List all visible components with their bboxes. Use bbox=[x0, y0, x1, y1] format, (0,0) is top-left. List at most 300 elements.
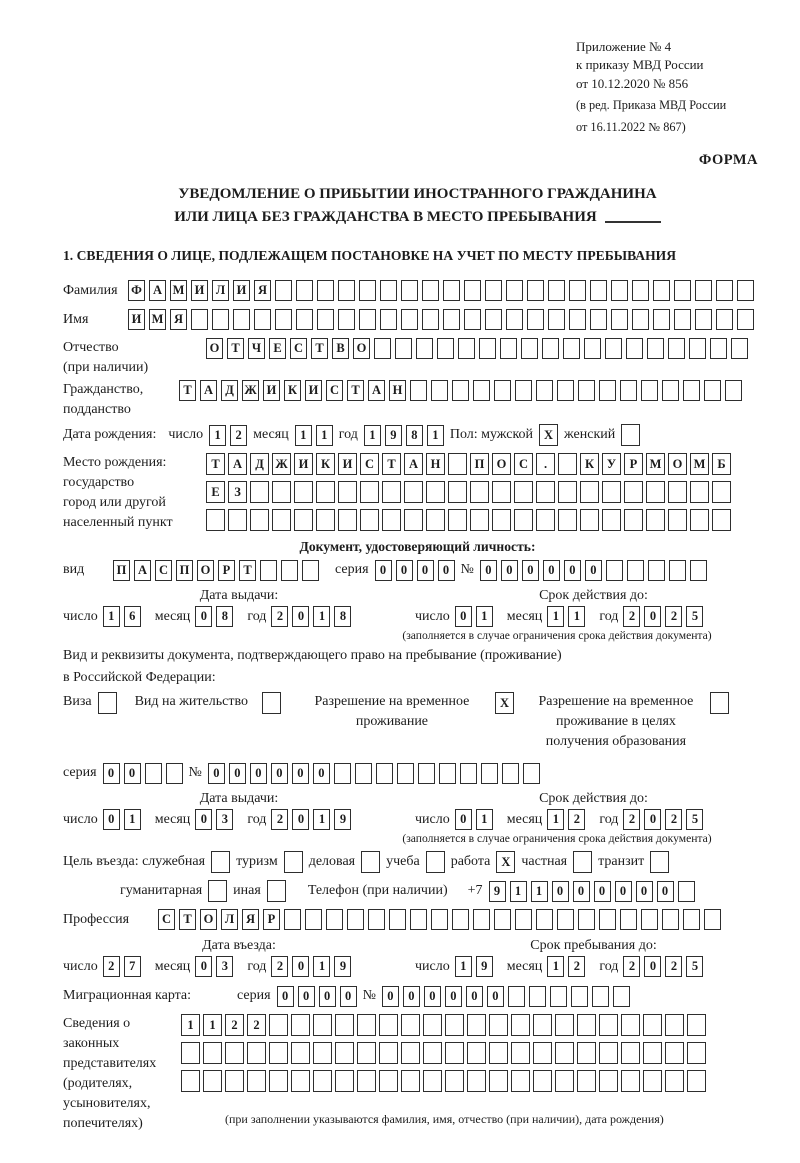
char-cell[interactable]: И bbox=[233, 280, 250, 301]
char-cell[interactable]: У bbox=[602, 453, 621, 475]
char-cell[interactable] bbox=[338, 280, 355, 301]
char-cell[interactable] bbox=[275, 280, 292, 301]
char-cell[interactable]: 8 bbox=[216, 606, 233, 627]
char-cell[interactable]: 2 bbox=[230, 425, 247, 446]
char-cell[interactable] bbox=[361, 851, 380, 873]
char-cell[interactable] bbox=[376, 763, 393, 784]
char-cell[interactable] bbox=[643, 1070, 662, 1092]
char-cell[interactable] bbox=[479, 338, 496, 359]
firstname-input[interactable] bbox=[128, 309, 754, 330]
char-cell[interactable] bbox=[272, 481, 291, 503]
char-cell[interactable] bbox=[647, 338, 664, 359]
char-cell[interactable] bbox=[621, 1014, 640, 1036]
char-cell[interactable] bbox=[464, 280, 481, 301]
char-cell[interactable] bbox=[514, 481, 533, 503]
char-cell[interactable] bbox=[590, 309, 607, 330]
char-cell[interactable] bbox=[275, 309, 292, 330]
char-cell[interactable] bbox=[489, 1014, 508, 1036]
char-cell[interactable] bbox=[423, 1042, 442, 1064]
char-cell[interactable] bbox=[527, 280, 544, 301]
char-cell[interactable] bbox=[360, 509, 379, 531]
char-cell[interactable] bbox=[500, 338, 517, 359]
char-cell[interactable] bbox=[379, 1070, 398, 1092]
char-cell[interactable] bbox=[548, 280, 565, 301]
char-cell[interactable] bbox=[422, 309, 439, 330]
char-cell[interactable]: 8 bbox=[406, 425, 423, 446]
char-cell[interactable] bbox=[404, 481, 423, 503]
char-cell[interactable] bbox=[357, 1014, 376, 1036]
purpose-transit-checkbox[interactable] bbox=[650, 851, 669, 873]
char-cell[interactable] bbox=[569, 280, 586, 301]
char-cell[interactable]: 0 bbox=[644, 956, 661, 977]
char-cell[interactable]: С bbox=[290, 338, 307, 359]
char-cell[interactable] bbox=[316, 481, 335, 503]
char-cell[interactable] bbox=[401, 1014, 420, 1036]
char-cell[interactable] bbox=[712, 509, 731, 531]
char-cell[interactable]: 9 bbox=[334, 809, 351, 830]
char-cell[interactable]: 9 bbox=[385, 425, 402, 446]
char-cell[interactable]: 0 bbox=[103, 763, 120, 784]
char-cell[interactable] bbox=[577, 1070, 596, 1092]
char-cell[interactable] bbox=[602, 481, 621, 503]
surname-input[interactable] bbox=[128, 280, 754, 301]
char-cell[interactable] bbox=[569, 309, 586, 330]
char-cell[interactable] bbox=[621, 424, 640, 446]
char-cell[interactable] bbox=[426, 481, 445, 503]
char-cell[interactable] bbox=[578, 909, 595, 930]
char-cell[interactable] bbox=[191, 309, 208, 330]
doc-number-input[interactable] bbox=[480, 560, 707, 581]
char-cell[interactable]: Ф bbox=[128, 280, 145, 301]
char-cell[interactable] bbox=[584, 338, 601, 359]
char-cell[interactable] bbox=[494, 380, 511, 401]
char-cell[interactable]: 5 bbox=[686, 956, 703, 977]
birth-day-input[interactable] bbox=[209, 425, 247, 446]
char-cell[interactable] bbox=[360, 481, 379, 503]
char-cell[interactable]: М bbox=[170, 280, 187, 301]
char-cell[interactable] bbox=[313, 1070, 332, 1092]
char-cell[interactable] bbox=[445, 1070, 464, 1092]
doc-kind-input[interactable] bbox=[113, 560, 319, 581]
char-cell[interactable] bbox=[485, 280, 502, 301]
char-cell[interactable] bbox=[558, 481, 577, 503]
representatives-line1-input[interactable] bbox=[181, 1014, 706, 1036]
char-cell[interactable]: А bbox=[228, 453, 247, 475]
patronymic-input[interactable] bbox=[206, 338, 748, 359]
char-cell[interactable] bbox=[467, 1014, 486, 1036]
char-cell[interactable] bbox=[502, 763, 519, 784]
char-cell[interactable] bbox=[380, 309, 397, 330]
char-cell[interactable] bbox=[599, 380, 616, 401]
char-cell[interactable]: 0 bbox=[292, 809, 309, 830]
char-cell[interactable]: . bbox=[536, 453, 555, 475]
char-cell[interactable] bbox=[448, 509, 467, 531]
char-cell[interactable]: Т bbox=[179, 909, 196, 930]
residence-permit-checkbox[interactable] bbox=[262, 692, 281, 714]
char-cell[interactable] bbox=[426, 851, 445, 873]
char-cell[interactable] bbox=[181, 1070, 200, 1092]
char-cell[interactable] bbox=[641, 380, 658, 401]
identity-issue-day-input[interactable] bbox=[103, 606, 141, 627]
char-cell[interactable]: 0 bbox=[292, 606, 309, 627]
char-cell[interactable]: 2 bbox=[225, 1014, 244, 1036]
char-cell[interactable] bbox=[621, 1042, 640, 1064]
char-cell[interactable] bbox=[665, 1070, 684, 1092]
char-cell[interactable] bbox=[228, 509, 247, 531]
char-cell[interactable] bbox=[401, 1042, 420, 1064]
char-cell[interactable] bbox=[291, 1070, 310, 1092]
purpose-study-checkbox[interactable] bbox=[426, 851, 445, 873]
char-cell[interactable] bbox=[599, 1042, 618, 1064]
char-cell[interactable] bbox=[529, 986, 546, 1007]
char-cell[interactable] bbox=[359, 309, 376, 330]
purpose-official-checkbox[interactable] bbox=[211, 851, 230, 873]
char-cell[interactable] bbox=[668, 338, 685, 359]
char-cell[interactable]: 1 bbox=[295, 425, 312, 446]
char-cell[interactable]: И bbox=[128, 309, 145, 330]
char-cell[interactable] bbox=[662, 380, 679, 401]
char-cell[interactable] bbox=[689, 338, 706, 359]
char-cell[interactable] bbox=[710, 338, 727, 359]
char-cell[interactable] bbox=[374, 338, 391, 359]
char-cell[interactable] bbox=[737, 280, 754, 301]
char-cell[interactable] bbox=[646, 509, 665, 531]
char-cell[interactable]: Р bbox=[624, 453, 643, 475]
char-cell[interactable] bbox=[548, 309, 565, 330]
char-cell[interactable] bbox=[641, 909, 658, 930]
char-cell[interactable]: О bbox=[353, 338, 370, 359]
residence-expiry-month-input[interactable] bbox=[547, 809, 585, 830]
residence-issue-day-input[interactable] bbox=[103, 809, 141, 830]
identity-expiry-day-input[interactable] bbox=[455, 606, 493, 627]
char-cell[interactable]: 0 bbox=[438, 560, 455, 581]
char-cell[interactable] bbox=[626, 338, 643, 359]
char-cell[interactable] bbox=[653, 280, 670, 301]
char-cell[interactable] bbox=[687, 1042, 706, 1064]
char-cell[interactable] bbox=[401, 1070, 420, 1092]
char-cell[interactable] bbox=[379, 1042, 398, 1064]
char-cell[interactable] bbox=[695, 280, 712, 301]
char-cell[interactable]: Я bbox=[254, 280, 271, 301]
char-cell[interactable]: П bbox=[113, 560, 130, 581]
char-cell[interactable] bbox=[452, 380, 469, 401]
char-cell[interactable] bbox=[401, 309, 418, 330]
char-cell[interactable] bbox=[489, 1042, 508, 1064]
char-cell[interactable]: М bbox=[646, 453, 665, 475]
char-cell[interactable] bbox=[467, 1042, 486, 1064]
char-cell[interactable] bbox=[725, 380, 742, 401]
char-cell[interactable] bbox=[357, 1042, 376, 1064]
char-cell[interactable] bbox=[203, 1042, 222, 1064]
char-cell[interactable]: 5 bbox=[686, 809, 703, 830]
char-cell[interactable] bbox=[489, 1070, 508, 1092]
char-cell[interactable]: И bbox=[294, 453, 313, 475]
char-cell[interactable]: 2 bbox=[271, 809, 288, 830]
char-cell[interactable]: 0 bbox=[615, 881, 632, 902]
char-cell[interactable] bbox=[208, 880, 227, 902]
temp-residence-checkbox[interactable] bbox=[495, 692, 514, 714]
char-cell[interactable] bbox=[247, 1070, 266, 1092]
char-cell[interactable]: 2 bbox=[665, 809, 682, 830]
char-cell[interactable]: С bbox=[326, 380, 343, 401]
char-cell[interactable] bbox=[334, 763, 351, 784]
char-cell[interactable] bbox=[665, 1014, 684, 1036]
char-cell[interactable] bbox=[317, 309, 334, 330]
char-cell[interactable] bbox=[669, 560, 686, 581]
char-cell[interactable] bbox=[313, 1014, 332, 1036]
identity-expiry-month-input[interactable] bbox=[547, 606, 585, 627]
char-cell[interactable] bbox=[284, 909, 301, 930]
char-cell[interactable] bbox=[317, 280, 334, 301]
sex-male-checkbox[interactable] bbox=[539, 424, 558, 446]
char-cell[interactable] bbox=[611, 309, 628, 330]
purpose-work-checkbox[interactable] bbox=[496, 851, 515, 873]
profession-input[interactable] bbox=[158, 909, 721, 930]
identity-issue-month-input[interactable] bbox=[195, 606, 233, 627]
char-cell[interactable] bbox=[448, 453, 467, 475]
char-cell[interactable] bbox=[431, 380, 448, 401]
char-cell[interactable]: Я bbox=[242, 909, 259, 930]
identity-issue-year-input[interactable] bbox=[271, 606, 351, 627]
char-cell[interactable] bbox=[247, 1042, 266, 1064]
char-cell[interactable] bbox=[452, 909, 469, 930]
char-cell[interactable] bbox=[555, 1014, 574, 1036]
char-cell[interactable] bbox=[473, 909, 490, 930]
char-cell[interactable] bbox=[674, 280, 691, 301]
char-cell[interactable]: 6 bbox=[124, 606, 141, 627]
char-cell[interactable]: X bbox=[495, 692, 514, 714]
char-cell[interactable] bbox=[521, 338, 538, 359]
char-cell[interactable] bbox=[269, 1014, 288, 1036]
char-cell[interactable] bbox=[536, 380, 553, 401]
char-cell[interactable]: Б bbox=[712, 453, 731, 475]
char-cell[interactable] bbox=[410, 380, 427, 401]
char-cell[interactable]: 1 bbox=[476, 809, 493, 830]
char-cell[interactable]: 1 bbox=[209, 425, 226, 446]
char-cell[interactable] bbox=[269, 1042, 288, 1064]
char-cell[interactable] bbox=[678, 881, 695, 902]
char-cell[interactable]: 0 bbox=[455, 606, 472, 627]
char-cell[interactable]: 0 bbox=[636, 881, 653, 902]
char-cell[interactable]: Л bbox=[212, 280, 229, 301]
char-cell[interactable] bbox=[145, 763, 162, 784]
char-cell[interactable]: 0 bbox=[396, 560, 413, 581]
char-cell[interactable] bbox=[284, 851, 303, 873]
char-cell[interactable] bbox=[225, 1070, 244, 1092]
char-cell[interactable] bbox=[481, 763, 498, 784]
char-cell[interactable] bbox=[272, 509, 291, 531]
char-cell[interactable]: 0 bbox=[417, 560, 434, 581]
char-cell[interactable] bbox=[627, 560, 644, 581]
char-cell[interactable]: А bbox=[368, 380, 385, 401]
char-cell[interactable]: X bbox=[539, 424, 558, 446]
char-cell[interactable]: 1 bbox=[547, 606, 564, 627]
char-cell[interactable]: Е bbox=[269, 338, 286, 359]
char-cell[interactable]: 3 bbox=[216, 956, 233, 977]
stay-day-input[interactable] bbox=[455, 956, 493, 977]
char-cell[interactable] bbox=[662, 909, 679, 930]
char-cell[interactable]: Я bbox=[170, 309, 187, 330]
char-cell[interactable]: 0 bbox=[552, 881, 569, 902]
char-cell[interactable] bbox=[313, 1042, 332, 1064]
char-cell[interactable]: И bbox=[305, 380, 322, 401]
residence-expiry-day-input[interactable] bbox=[455, 809, 493, 830]
char-cell[interactable]: О bbox=[206, 338, 223, 359]
char-cell[interactable]: 0 bbox=[208, 763, 225, 784]
char-cell[interactable] bbox=[611, 280, 628, 301]
char-cell[interactable] bbox=[423, 1014, 442, 1036]
char-cell[interactable]: 7 bbox=[124, 956, 141, 977]
residence-expiry-year-input[interactable] bbox=[623, 809, 703, 830]
char-cell[interactable]: Т bbox=[311, 338, 328, 359]
char-cell[interactable]: 1 bbox=[427, 425, 444, 446]
char-cell[interactable] bbox=[665, 1042, 684, 1064]
char-cell[interactable]: 5 bbox=[686, 606, 703, 627]
char-cell[interactable] bbox=[485, 309, 502, 330]
char-cell[interactable]: 0 bbox=[340, 986, 357, 1007]
char-cell[interactable]: 1 bbox=[531, 881, 548, 902]
char-cell[interactable]: З bbox=[228, 481, 247, 503]
residence-issue-year-input[interactable] bbox=[271, 809, 351, 830]
char-cell[interactable]: Т bbox=[227, 338, 244, 359]
birthplace-line3-input[interactable] bbox=[206, 509, 731, 531]
char-cell[interactable] bbox=[687, 1014, 706, 1036]
char-cell[interactable] bbox=[712, 481, 731, 503]
char-cell[interactable] bbox=[445, 1042, 464, 1064]
char-cell[interactable] bbox=[571, 986, 588, 1007]
visa-checkbox[interactable] bbox=[98, 692, 117, 714]
char-cell[interactable] bbox=[357, 1070, 376, 1092]
char-cell[interactable] bbox=[382, 481, 401, 503]
char-cell[interactable] bbox=[382, 509, 401, 531]
char-cell[interactable]: 3 bbox=[216, 809, 233, 830]
char-cell[interactable]: 0 bbox=[594, 881, 611, 902]
char-cell[interactable] bbox=[379, 1014, 398, 1036]
char-cell[interactable] bbox=[527, 309, 544, 330]
char-cell[interactable] bbox=[250, 509, 269, 531]
char-cell[interactable] bbox=[515, 909, 532, 930]
char-cell[interactable] bbox=[511, 1070, 530, 1092]
char-cell[interactable]: 0 bbox=[298, 986, 315, 1007]
char-cell[interactable]: С bbox=[514, 453, 533, 475]
char-cell[interactable] bbox=[632, 309, 649, 330]
char-cell[interactable] bbox=[621, 1070, 640, 1092]
char-cell[interactable] bbox=[506, 280, 523, 301]
birthplace-line1-input[interactable] bbox=[206, 453, 731, 475]
char-cell[interactable] bbox=[326, 909, 343, 930]
char-cell[interactable]: 9 bbox=[476, 956, 493, 977]
char-cell[interactable] bbox=[704, 909, 721, 930]
char-cell[interactable]: К bbox=[580, 453, 599, 475]
char-cell[interactable] bbox=[555, 1070, 574, 1092]
entry-day-input[interactable] bbox=[103, 956, 141, 977]
char-cell[interactable]: Е bbox=[206, 481, 225, 503]
char-cell[interactable] bbox=[470, 509, 489, 531]
phone-input[interactable] bbox=[489, 881, 695, 902]
char-cell[interactable]: 2 bbox=[623, 956, 640, 977]
char-cell[interactable]: 1 bbox=[510, 881, 527, 902]
char-cell[interactable] bbox=[410, 909, 427, 930]
doc-series-input[interactable] bbox=[375, 560, 455, 581]
char-cell[interactable] bbox=[557, 909, 574, 930]
char-cell[interactable] bbox=[620, 380, 637, 401]
char-cell[interactable] bbox=[704, 380, 721, 401]
identity-expiry-year-input[interactable] bbox=[623, 606, 703, 627]
entry-month-input[interactable] bbox=[195, 956, 233, 977]
char-cell[interactable] bbox=[473, 380, 490, 401]
char-cell[interactable]: 0 bbox=[195, 956, 212, 977]
char-cell[interactable]: М bbox=[149, 309, 166, 330]
char-cell[interactable] bbox=[338, 309, 355, 330]
char-cell[interactable] bbox=[448, 481, 467, 503]
char-cell[interactable] bbox=[250, 481, 269, 503]
char-cell[interactable] bbox=[716, 280, 733, 301]
char-cell[interactable]: 0 bbox=[271, 763, 288, 784]
char-cell[interactable]: И bbox=[263, 380, 280, 401]
char-cell[interactable]: Д bbox=[221, 380, 238, 401]
char-cell[interactable] bbox=[338, 509, 357, 531]
char-cell[interactable] bbox=[267, 880, 286, 902]
char-cell[interactable]: Ж bbox=[272, 453, 291, 475]
char-cell[interactable] bbox=[533, 1042, 552, 1064]
char-cell[interactable] bbox=[368, 909, 385, 930]
char-cell[interactable] bbox=[470, 481, 489, 503]
char-cell[interactable] bbox=[506, 309, 523, 330]
char-cell[interactable] bbox=[260, 560, 277, 581]
char-cell[interactable]: Ч bbox=[248, 338, 265, 359]
char-cell[interactable] bbox=[181, 1042, 200, 1064]
char-cell[interactable] bbox=[233, 309, 250, 330]
purpose-other-checkbox[interactable] bbox=[267, 880, 286, 902]
char-cell[interactable]: 2 bbox=[103, 956, 120, 977]
char-cell[interactable]: 2 bbox=[665, 956, 682, 977]
char-cell[interactable]: 1 bbox=[181, 1014, 200, 1036]
char-cell[interactable]: 0 bbox=[424, 986, 441, 1007]
birth-year-input[interactable] bbox=[364, 425, 444, 446]
char-cell[interactable]: 1 bbox=[203, 1014, 222, 1036]
char-cell[interactable] bbox=[418, 763, 435, 784]
char-cell[interactable]: 2 bbox=[247, 1014, 266, 1036]
entry-year-input[interactable] bbox=[271, 956, 351, 977]
char-cell[interactable] bbox=[291, 1042, 310, 1064]
char-cell[interactable]: Т bbox=[206, 453, 225, 475]
char-cell[interactable]: 0 bbox=[277, 986, 294, 1007]
char-cell[interactable]: М bbox=[690, 453, 709, 475]
char-cell[interactable] bbox=[380, 280, 397, 301]
char-cell[interactable] bbox=[558, 509, 577, 531]
char-cell[interactable]: 0 bbox=[644, 809, 661, 830]
char-cell[interactable]: 1 bbox=[547, 956, 564, 977]
char-cell[interactable] bbox=[508, 986, 525, 1007]
char-cell[interactable] bbox=[494, 909, 511, 930]
char-cell[interactable] bbox=[533, 1070, 552, 1092]
purpose-private-checkbox[interactable] bbox=[573, 851, 592, 873]
char-cell[interactable]: 0 bbox=[103, 809, 120, 830]
char-cell[interactable]: А bbox=[404, 453, 423, 475]
char-cell[interactable] bbox=[643, 1014, 662, 1036]
char-cell[interactable]: 0 bbox=[292, 763, 309, 784]
char-cell[interactable] bbox=[355, 763, 372, 784]
char-cell[interactable] bbox=[335, 1042, 354, 1064]
char-cell[interactable] bbox=[515, 380, 532, 401]
char-cell[interactable]: В bbox=[332, 338, 349, 359]
char-cell[interactable]: 0 bbox=[455, 809, 472, 830]
char-cell[interactable]: 2 bbox=[623, 606, 640, 627]
char-cell[interactable]: И bbox=[338, 453, 357, 475]
char-cell[interactable] bbox=[291, 1014, 310, 1036]
char-cell[interactable]: А bbox=[134, 560, 151, 581]
char-cell[interactable]: 0 bbox=[564, 560, 581, 581]
